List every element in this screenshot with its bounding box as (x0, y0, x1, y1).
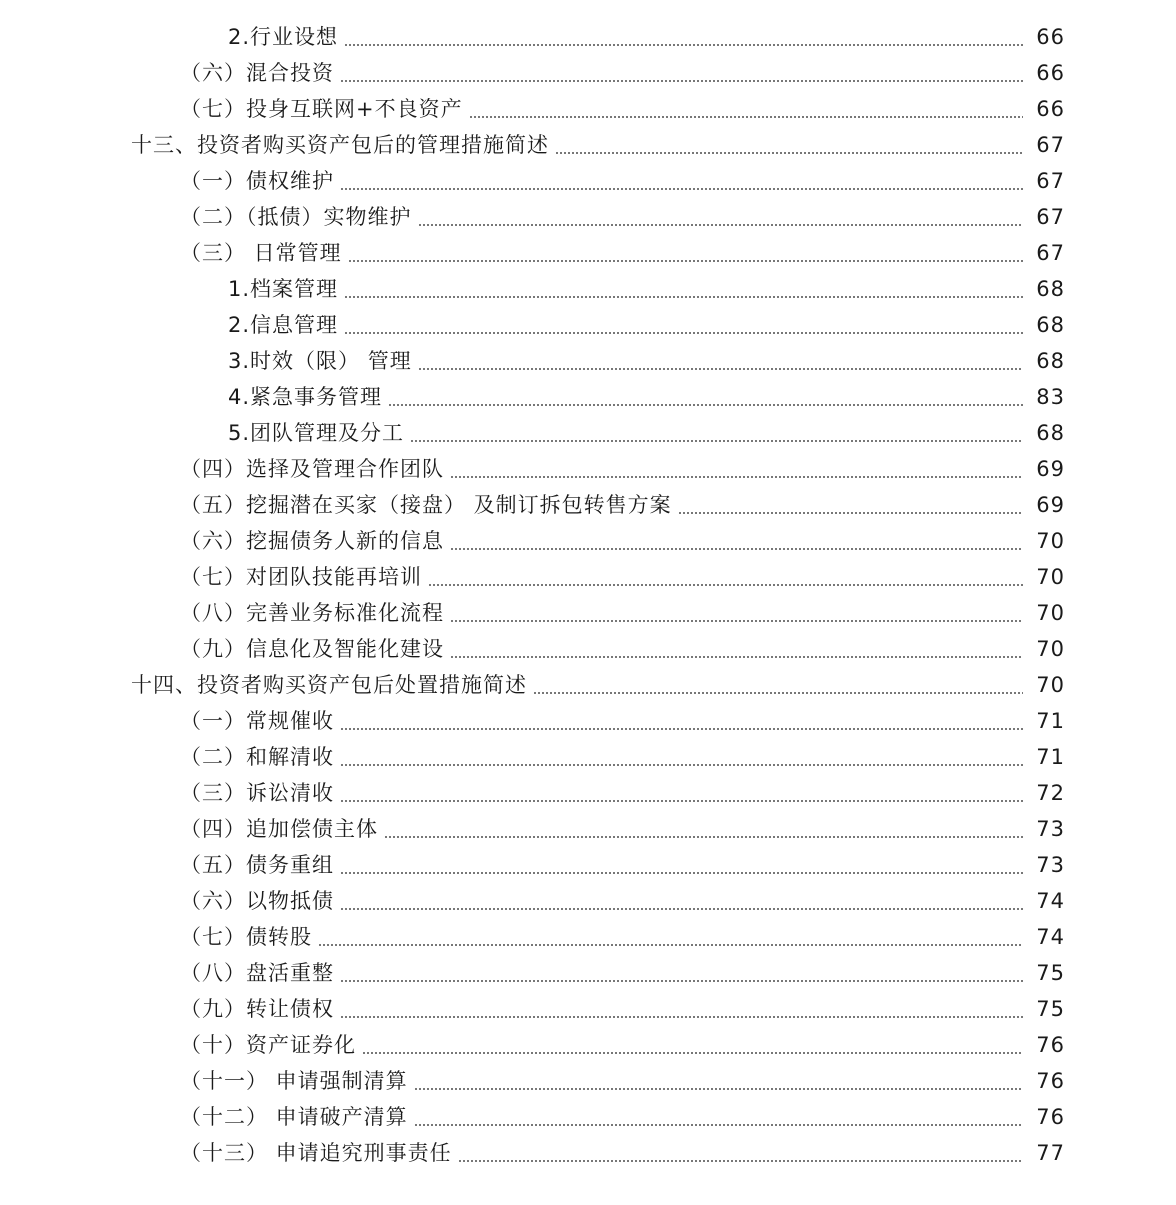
toc-dot-leader (428, 559, 1025, 595)
toc-entry[interactable] (0, 1063, 1176, 1099)
toc-entry-title: （四）选择及管理合作团队 (180, 457, 444, 481)
toc-entry[interactable] (0, 127, 1176, 163)
toc-entry[interactable] (0, 775, 1176, 811)
toc-entry[interactable] (0, 55, 1176, 91)
toc-entry[interactable] (0, 811, 1176, 847)
toc-entry-page-number: 68 (1036, 349, 1065, 373)
toc-dot-leader (450, 523, 1025, 559)
toc-dot-leader (414, 1063, 1025, 1099)
toc-dot-leader (344, 307, 1025, 343)
toc-dot-leader (450, 595, 1025, 631)
toc-entry-page-number: 72 (1036, 781, 1065, 805)
toc-dot-leader (414, 1099, 1025, 1135)
toc-dot-leader (555, 127, 1025, 163)
toc-dot-leader (344, 19, 1025, 55)
toc-entry-title: 十四、投资者购买资产包后处置措施简述 (131, 673, 527, 697)
toc-dot-leader (533, 667, 1025, 703)
toc-entry[interactable] (0, 379, 1176, 415)
toc-entry-page-number: 67 (1036, 205, 1065, 229)
toc-dot-leader (318, 919, 1025, 955)
toc-entry[interactable] (0, 199, 1176, 235)
toc-entry-page-number: 68 (1036, 313, 1065, 337)
toc-entry[interactable] (0, 739, 1176, 775)
toc-dot-leader (348, 235, 1025, 271)
toc-entry-page-number: 66 (1036, 97, 1065, 121)
toc-entry-title: 2.行业设想 (228, 25, 339, 49)
toc-entry[interactable] (0, 991, 1176, 1027)
toc-entry[interactable] (0, 163, 1176, 199)
table-of-contents (0, 19, 1176, 1171)
toc-entry[interactable] (0, 1099, 1176, 1135)
toc-dot-leader (384, 811, 1025, 847)
toc-entry-title: （三） 日常管理 (180, 241, 342, 265)
toc-entry[interactable] (0, 595, 1176, 631)
toc-entry-title: 十三、投资者购买资产包后的管理措施简述 (131, 133, 549, 157)
toc-entry[interactable] (0, 91, 1176, 127)
toc-entry[interactable] (0, 955, 1176, 991)
toc-entry-page-number: 75 (1036, 997, 1065, 1021)
toc-entry-page-number: 69 (1036, 493, 1065, 517)
toc-entry-page-number: 71 (1036, 745, 1065, 769)
toc-entry-page-number: 71 (1036, 709, 1065, 733)
toc-dot-leader (340, 703, 1025, 739)
toc-dot-leader (678, 487, 1025, 523)
toc-entry-title: （五）挖掘潜在买家（接盘） 及制订拆包转售方案 (180, 493, 672, 517)
toc-dot-leader (340, 991, 1025, 1027)
toc-entry-page-number: 66 (1036, 25, 1065, 49)
toc-entry-title: （十三） 申请追究刑事责任 (180, 1141, 452, 1165)
toc-entry[interactable] (0, 487, 1176, 523)
toc-entry-title: 2.信息管理 (228, 313, 339, 337)
toc-entry[interactable] (0, 271, 1176, 307)
toc-entry-title: （七）债转股 (180, 925, 312, 949)
toc-entry[interactable] (0, 631, 1176, 667)
toc-dot-leader (340, 163, 1025, 199)
toc-dot-leader (340, 775, 1025, 811)
toc-entry-title: （八）盘活重整 (180, 961, 334, 985)
toc-entry-title: 3.时效（限） 管理 (228, 349, 412, 373)
toc-entry-page-number: 77 (1036, 1141, 1065, 1165)
toc-entry-page-number: 66 (1036, 61, 1065, 85)
toc-entry[interactable] (0, 235, 1176, 271)
toc-entry[interactable] (0, 703, 1176, 739)
toc-entry[interactable] (0, 415, 1176, 451)
toc-entry[interactable] (0, 451, 1176, 487)
toc-entry[interactable] (0, 1027, 1176, 1063)
toc-entry[interactable] (0, 883, 1176, 919)
toc-entry-page-number: 67 (1036, 133, 1065, 157)
toc-dot-leader (410, 415, 1025, 451)
toc-entry[interactable] (0, 559, 1176, 595)
toc-dot-leader (344, 271, 1025, 307)
toc-entry-page-number: 68 (1036, 277, 1065, 301)
toc-entry[interactable] (0, 523, 1176, 559)
toc-entry-page-number: 70 (1036, 601, 1065, 625)
toc-dot-leader (362, 1027, 1025, 1063)
toc-entry-title: （十）资产证券化 (180, 1033, 356, 1057)
toc-entry-title: （七）对团队技能再培训 (180, 565, 422, 589)
toc-entry-title: （四）追加偿债主体 (180, 817, 378, 841)
toc-entry-page-number: 73 (1036, 817, 1065, 841)
toc-entry-title: （十一） 申请强制清算 (180, 1069, 408, 1093)
toc-dot-leader (450, 631, 1025, 667)
toc-entry-page-number: 70 (1036, 565, 1065, 589)
toc-dot-leader (469, 91, 1025, 127)
toc-entry-title: （七）投身互联网+不良资产 (180, 97, 463, 121)
toc-entry[interactable] (0, 1135, 1176, 1171)
toc-entry[interactable] (0, 847, 1176, 883)
toc-entry-title: （六）挖掘债务人新的信息 (180, 529, 444, 553)
toc-entry-title: （十二） 申请破产清算 (180, 1105, 408, 1129)
toc-entry-title: （二）和解清收 (180, 745, 334, 769)
toc-entry-page-number: 76 (1036, 1105, 1065, 1129)
toc-entry-page-number: 74 (1036, 889, 1065, 913)
toc-dot-leader (340, 55, 1025, 91)
toc-entry-title: （九）信息化及智能化建设 (180, 637, 444, 661)
toc-entry-page-number: 70 (1036, 529, 1065, 553)
toc-entry[interactable] (0, 19, 1176, 55)
toc-dot-leader (418, 199, 1026, 235)
toc-entry[interactable] (0, 667, 1176, 703)
toc-entry-title: （一）债权维护 (180, 169, 334, 193)
toc-entry-title: （五）债务重组 (180, 853, 334, 877)
toc-entry-page-number: 75 (1036, 961, 1065, 985)
toc-entry-title: （六）混合投资 (180, 61, 334, 85)
toc-dot-leader (340, 739, 1025, 775)
toc-entry-page-number: 67 (1036, 241, 1065, 265)
toc-entry-title: （八）完善业务标准化流程 (180, 601, 444, 625)
toc-entry-title: （九）转让债权 (180, 997, 334, 1021)
toc-dot-leader (418, 343, 1025, 379)
toc-entry[interactable] (0, 343, 1176, 379)
toc-entry-page-number: 76 (1036, 1033, 1065, 1057)
toc-entry-title: （一）常规催收 (180, 709, 334, 733)
toc-entry-title: （六）以物抵债 (180, 889, 334, 913)
toc-entry-page-number: 70 (1036, 673, 1065, 697)
toc-entry-title: 4.紧急事务管理 (228, 385, 383, 409)
toc-entry-title: （二）（抵债）实物维护 (180, 205, 412, 229)
toc-entry-page-number: 69 (1036, 457, 1065, 481)
toc-entry[interactable] (0, 307, 1176, 343)
toc-entry-title: 5.团队管理及分工 (228, 421, 405, 445)
toc-entry-page-number: 73 (1036, 853, 1065, 877)
toc-entry-page-number: 83 (1036, 385, 1065, 409)
toc-dot-leader (340, 883, 1025, 919)
toc-dot-leader (458, 1135, 1025, 1171)
toc-entry-title: （三）诉讼清收 (180, 781, 334, 805)
toc-dot-leader (450, 451, 1025, 487)
toc-dot-leader (340, 847, 1025, 883)
toc-entry-page-number: 70 (1036, 637, 1065, 661)
toc-entry-page-number: 67 (1036, 169, 1065, 193)
toc-entry-page-number: 68 (1036, 421, 1065, 445)
toc-entry-page-number: 76 (1036, 1069, 1065, 1093)
toc-dot-leader (388, 379, 1025, 415)
toc-dot-leader (340, 955, 1025, 991)
toc-entry[interactable] (0, 919, 1176, 955)
toc-entry-page-number: 74 (1036, 925, 1065, 949)
toc-entry-title: 1.档案管理 (228, 277, 339, 301)
